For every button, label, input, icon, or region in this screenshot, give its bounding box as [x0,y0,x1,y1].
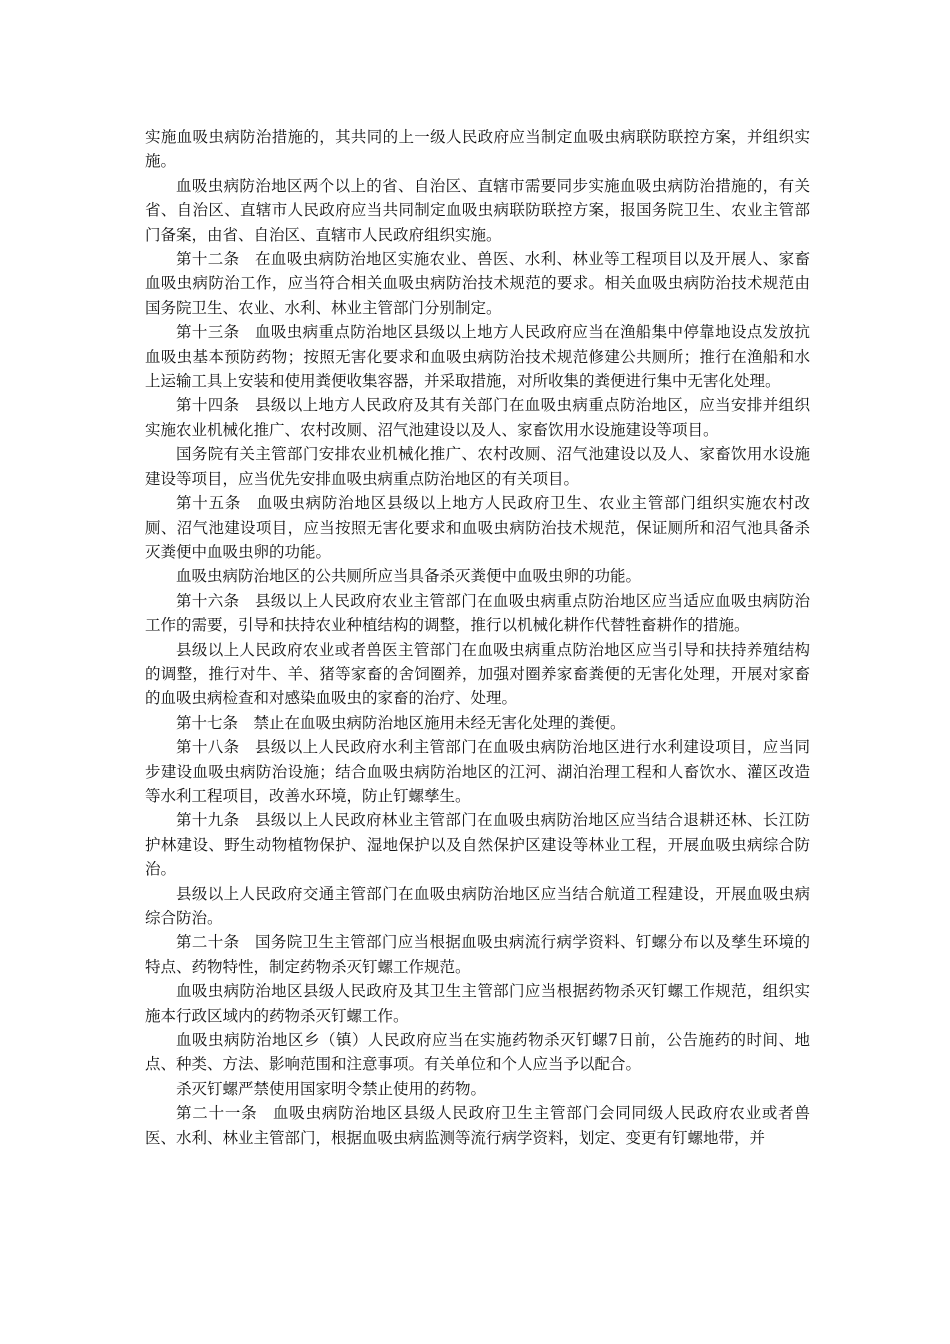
paragraph-text: 血吸虫病防治地区县级人民政府及其卫生主管部门应当根据药物杀灭钉螺工作规范，组织实施本行政区域内的药物杀灭钉螺工作。 [145,982,810,1025]
paragraph [145,564,810,588]
paragraph-text: 禁止在血吸虫病防治地区施用未经无害化处理的粪便。 [253,713,626,732]
paragraph-text: 血吸虫病防治地区县级人民政府卫生主管部门会同同级人民政府农业或者兽医、水利、林业主管部门，根据血吸虫病监测等流行病学资料，划定、变更有钉螺地带，并 [145,1104,810,1147]
article-19 [145,808,810,881]
article-number: 第十四条 [176,396,240,415]
article-number: 第二十一条 [176,1104,258,1123]
paragraph-text: 县级以上人民政府林业主管部门在血吸虫病防治地区应当结合退耕还林、长江防护林建设、野生动物植物保护、湿地保护以及自然保护区建设等林业工程，开展血吸虫病综合防治。 [145,811,810,879]
article-number: 第十八条 [176,738,240,757]
article-20 [145,930,810,979]
article-21 [145,1101,810,1150]
paragraph [145,125,810,174]
paragraph-text: 县级以上人民政府农业或者兽医主管部门在血吸虫病重点防治地区应当引导和扶持养殖结构的调整，推行对牛、羊、猪等家畜的舍饲圈养，加强对圈养家畜粪便的无害化处理，开展对家畜的血吸虫病检查和对感染血吸虫的家畜的治疗、处理。 [145,640,810,708]
paragraph-text: 血吸虫病防治地区两个以上的省、自治区、直辖市需要同步实施血吸虫病防治措施的，有关省、自治区、直辖市人民政府应当共同制定血吸虫病联防联控方案，报国务院卫生、农业主管部门备案，由省、自治区、直辖市人民政府组织实施。 [145,176,810,244]
article-number: 第十七条 [176,713,239,732]
paragraph-text: 杀灭钉螺严禁使用国家明令禁止使用的药物。 [176,1079,487,1098]
paragraph-text: 血吸虫病防治地区乡（镇）人民政府应当在实施药物杀灭钉螺7日前，公告施药的时间、地点、种类、方法、影响范围和注意事项。有关单位和个人应当予以配合。 [145,1031,810,1074]
paragraph [145,979,810,1028]
article-number: 第十二条 [176,250,240,269]
paragraph-text: 县级以上人民政府水利主管部门在血吸虫病防治地区进行水利建设项目，应当同步建设血吸虫病防治设施；结合血吸虫病防治地区的江河、湖泊治理工程和人畜饮水、灌区改造等水利工程项目，改善水环境，防止钉螺孳生。 [145,738,810,805]
paragraph [145,638,810,711]
paragraph-text: 实施血吸虫病防治措施的，其共同的上一级人民政府应当制定血吸虫病联防联控方案，并组织实施。 [145,128,810,171]
article-16 [145,589,810,638]
article-number: 第二十条 [176,933,240,952]
article-14 [145,393,810,442]
paragraph [145,1077,810,1101]
paragraph [145,882,810,931]
paragraph-text: 国务院卫生主管部门应当根据血吸虫病流行病学资料、钉螺分布以及孳生环境的特点、药物特性，制定药物杀灭钉螺工作规范。 [145,933,810,976]
article-number: 第十三条 [176,323,240,342]
article-number: 第十九条 [176,811,240,830]
article-17 [145,711,810,735]
paragraph-text: 县级以上地方人民政府及其有关部门在血吸虫病重点防治地区，应当安排并组织实施农业机械化推广、农村改厕、沼气池建设以及人、家畜饮用水设施建设等项目。 [145,396,810,439]
paragraph-text: 县级以上人民政府农业主管部门在血吸虫病重点防治地区应当适应血吸虫病防治工作的需要，引导和扶持农业种植结构的调整，推行以机械化耕作代替牲畜耕作的措施。 [145,591,810,635]
paragraph-text: 在血吸虫病防治地区实施农业、兽医、水利、林业等工程项目以及开展人、家畜血吸虫病防治工作，应当符合相关血吸虫病防治技术规范的要求。相关血吸虫病防治技术规范由国务院卫生、农业、水利、林业主管部门分别制定。 [145,250,810,317]
article-15 [145,491,810,564]
paragraph-text: 血吸虫病防治地区县级以上地方人民政府卫生、农业主管部门组织实施农村改厕、沼气池建设项目，应当按照无害化要求和血吸虫病防治技术规范，保证厕所和沼气池具备杀灭粪便中血吸虫卵的功能。 [145,494,810,561]
article-number: 第十六条 [176,591,240,610]
paragraph [145,174,810,247]
article-12 [145,247,810,320]
paragraph-text: 血吸虫病防治地区的公共厕所应当具备杀灭粪便中血吸虫卵的功能。 [176,567,642,586]
paragraph-text: 县级以上人民政府交通主管部门在血吸虫病防治地区应当结合航道工程建设，开展血吸虫病综合防治。 [145,884,810,927]
document-body [145,125,810,1150]
paragraph-text: 国务院有关主管部门安排农业机械化推广、农村改厕、沼气池建设以及人、家畜饮用水设施建设等项目，应当优先安排血吸虫病重点防治地区的有关项目。 [145,445,810,488]
paragraph-text: 血吸虫病重点防治地区县级以上地方人民政府应当在渔船集中停靠地设点发放抗血吸虫基本预防药物；按照无害化要求和血吸虫病防治技术规范修建公共厕所；推行在渔船和水上运输工具上安装和使用粪便收集容器，并采取措施，对所收集的粪便进行集中无害化处理。 [145,323,810,391]
article-13 [145,320,810,393]
article-18 [145,735,810,808]
article-number: 第十五条 [176,494,242,513]
paragraph [145,1028,810,1077]
paragraph [145,442,810,491]
